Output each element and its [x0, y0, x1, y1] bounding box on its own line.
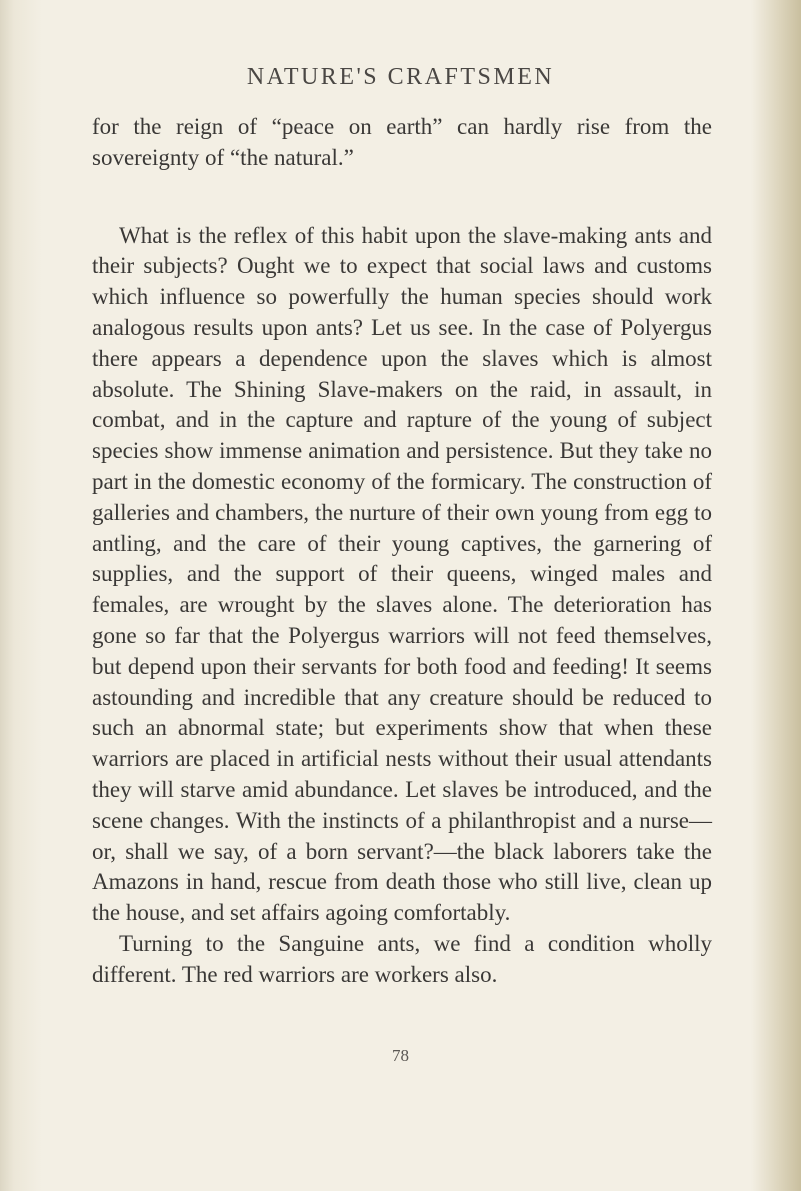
running-head: NATURE'S CRAFTSMEN: [246, 64, 555, 90]
paragraph-slave-makers: What is the reflex of this habit upon the slave-making ants and their subjects? Ought we to expect that social laws and customs which influence so powerfully the human species should work analogous results upon ants? Let us see. In the case of Polyergus there appears a dependence upon the slaves which is almost absolute. The Shining Slave-makers on the raid, in assault, in combat, and in the capture and rapture of the young of subject species show immense animation and persistence. But they take no part in the domestic economy of the formicary. The construction of galleries and chambers, the nurture of their own young from egg to antling, and the care of their young captives, the garnering of supplies, and the support of their queens, winged males and females, are wrought by the slaves alone. The deterioration has gone so far that the Polyergus warriors will not feed themselves, but depend upon their servants for both food and feeding! It seems astounding and incredible that any creature should be reduced to such an abnormal state; but experiments show that when these warriors are placed in artificial nests without their usual attendants they will starve amid abundance. Let slaves be introduced, and the scene changes. With the instincts of a philanthropist and a nurse—or, shall we say, of a born servant?—the black laborers take the Amazons in hand, rescue from death those who still live, clean up the house, and set affairs agoing comfortably.: [92, 222, 712, 926]
paragraph-continuation: for the reign of “peace on earth” can hardly rise from the sovereignty of “the natural.”: [92, 114, 712, 170]
paragraph-sanguine-ants: Turning to the Sanguine ants, we find a condition wholly different. The red warriors are workers also.: [92, 930, 712, 987]
page-number: 78: [392, 1046, 409, 1065]
body-text: [92, 112, 712, 991]
